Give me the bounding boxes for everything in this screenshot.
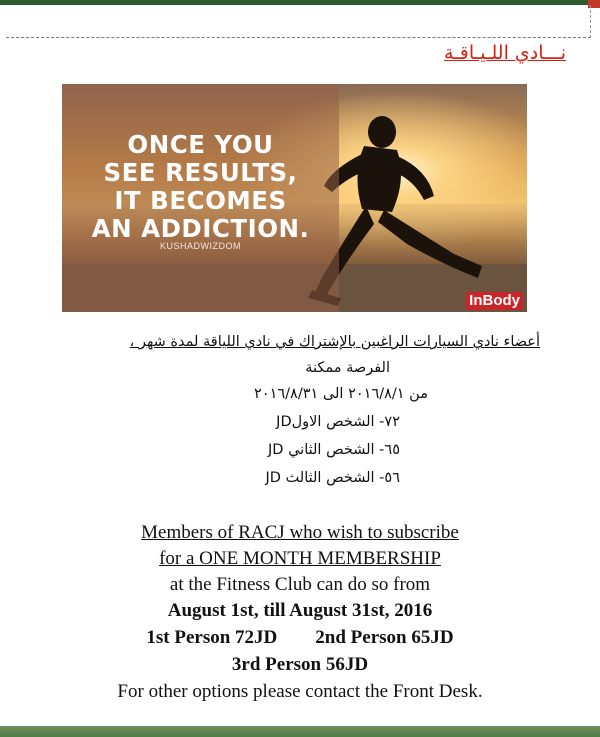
header-strip xyxy=(6,5,591,38)
arabic-price-third: JD ٥٦- الشخص الثالث xyxy=(265,470,400,486)
quote-line-4: AN ADDICTION. xyxy=(91,214,310,243)
arabic-price-second: JD ٦٥- الشخص الثاني xyxy=(268,442,400,458)
inbody-logo: InBody xyxy=(466,292,523,310)
quote-line-1: ONCE YOU xyxy=(127,130,274,159)
quote-line-3: IT BECOMES xyxy=(114,186,287,215)
arabic-intro-line: أعضاء نادي السيارات الراغبين بالإشتراك في نادي اللياقة لمدة شهر ، xyxy=(129,334,540,350)
quote-source: KUSHADWIZDOM xyxy=(160,241,241,251)
english-line-club: at the Fitness Club can do so from xyxy=(169,574,431,595)
arabic-date-range: من ٢٠١٦/٨/١ الى ٢٠١٦/٨/٣١ xyxy=(254,386,428,402)
arabic-price-first: JD٧٢- الشخص الاول xyxy=(276,414,400,430)
english-line-third-price: 3rd Person 56JD xyxy=(231,654,369,675)
quote-line-2: SEE RESULTS, xyxy=(103,158,298,187)
english-line-contact: For other options please contact the Front Desk. xyxy=(117,681,483,702)
bottom-border-bar xyxy=(0,726,600,737)
club-title: نـــادي اللـيـاقـة xyxy=(444,42,566,64)
english-line-prices: 1st Person 72JD 2nd Person 65JD xyxy=(146,627,454,648)
hero-banner-image xyxy=(62,84,527,312)
english-line-dates: August 1st, till August 31st, 2016 xyxy=(167,600,433,621)
hero-quote-panel xyxy=(62,84,339,312)
english-line-members: Members of RACJ who wish to subscribe xyxy=(141,522,459,543)
english-line-membership: for a ONE MONTH MEMBERSHIP xyxy=(159,548,441,569)
arabic-opportunity-line: الفرصة ممكنة xyxy=(305,360,390,376)
